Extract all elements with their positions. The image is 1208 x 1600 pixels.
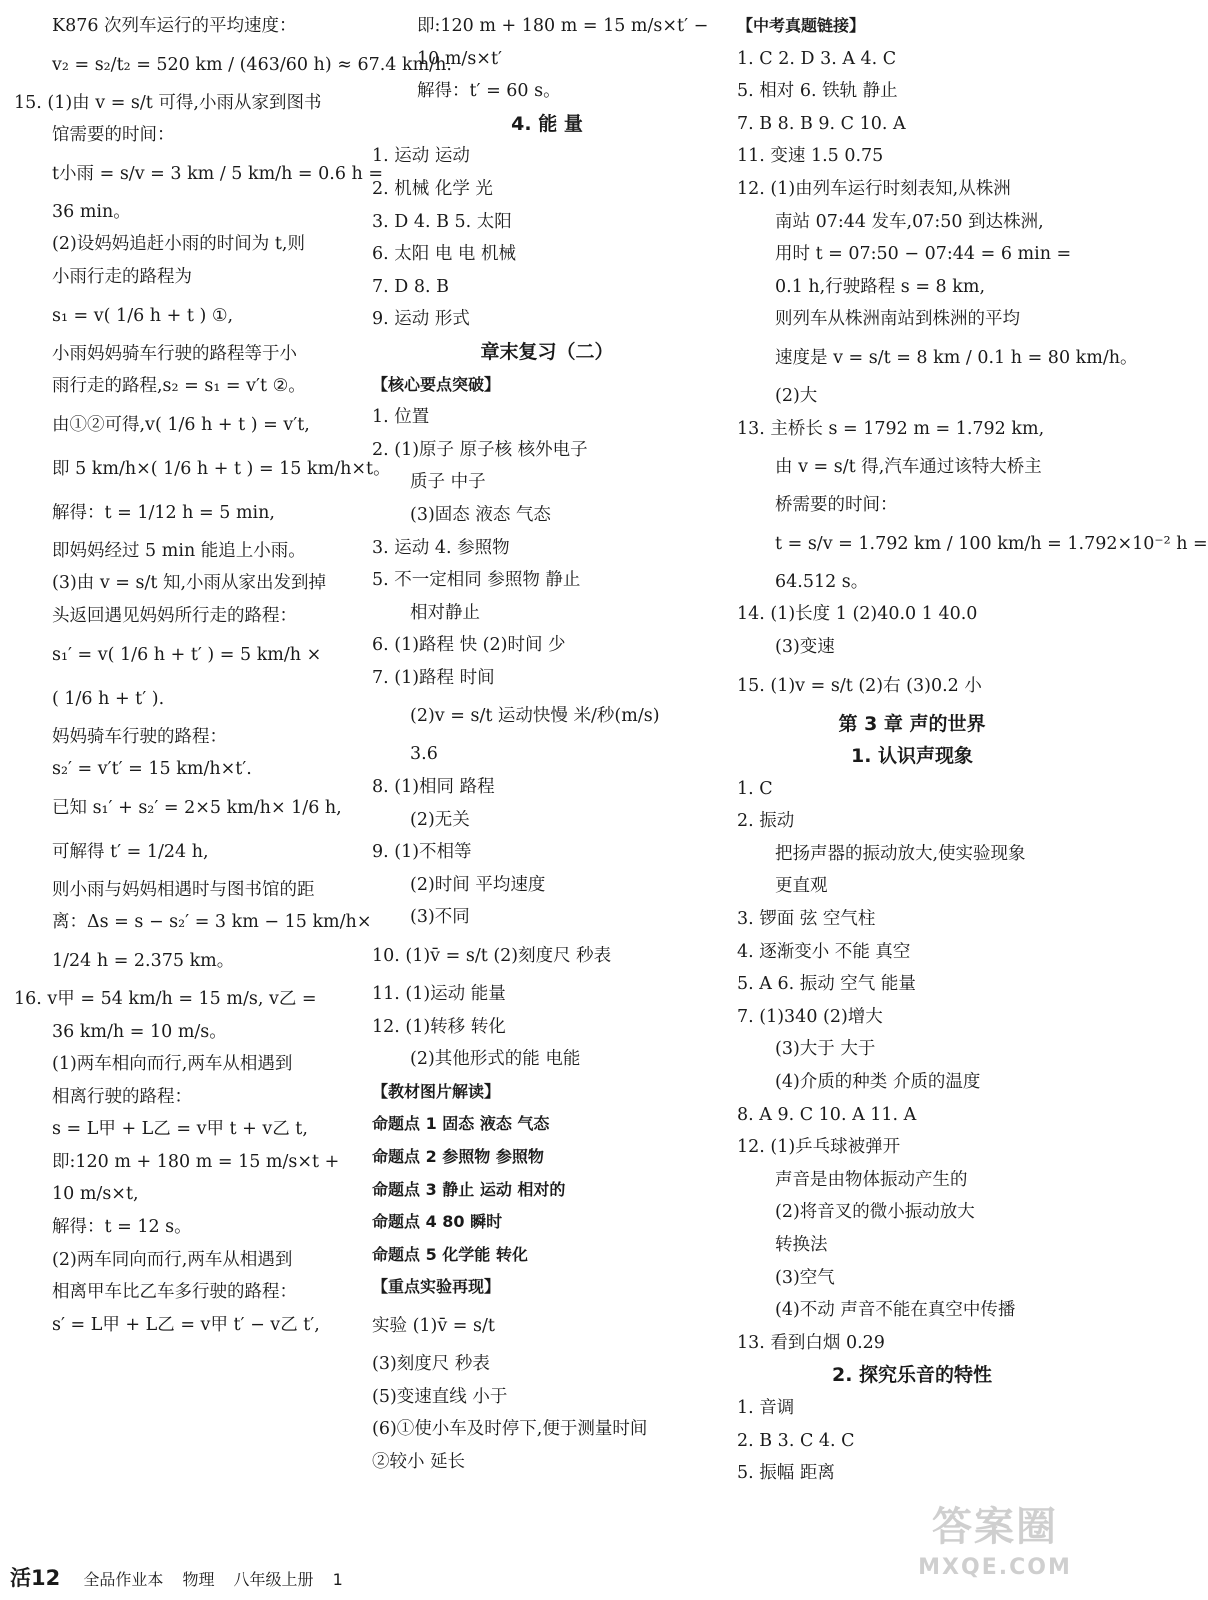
answer-line: 解得：t = 1/12 h = 5 min, xyxy=(52,502,275,523)
answer-line: 相离行驶的路程： xyxy=(52,1086,192,1107)
subsection-heading: 【核心要点突破】 xyxy=(372,374,501,394)
answer-line: 2. (1)原子 原子核 核外电子 xyxy=(372,439,588,460)
answer-line: t = s/v = 1.792 km / 100 km/h = 1.792×10⁻² h = xyxy=(775,533,1208,554)
answer-line: (4)不动 声音不能在真空中传播 xyxy=(775,1300,1016,1321)
answer-line: 7. D 8. B xyxy=(372,276,449,297)
answer-line: 13. 主桥长 s = 1792 m = 1.792 km, xyxy=(737,418,1045,439)
section-heading: 第 3 章 声的世界 xyxy=(838,712,986,735)
answer-line: 15. (1)v = s/t (2)右 (3)0.2 小 xyxy=(737,675,982,696)
answer-line: 1. 运动 运动 xyxy=(372,146,470,167)
answer-line: 16. v甲 = 54 km/h = 15 m/s, v乙 = xyxy=(14,988,317,1009)
answer-line: K876 次列车运行的平均速度： xyxy=(52,16,297,36)
answer-line: 妈妈骑车行驶的路程： xyxy=(52,726,227,747)
answer-line: 36 min。 xyxy=(52,201,131,222)
answer-line: 12. (1)由列车运行时刻表知,从株洲 xyxy=(737,178,1011,199)
answer-line: 13. 看到白烟 0.29 xyxy=(737,1332,885,1353)
answer-line: 1. C 2. D 3. A 4. C xyxy=(737,48,897,69)
answer-line: 把扬声器的振动放大,使实验现象 xyxy=(775,843,1026,864)
subsection-heading: 【教材图片解读】 xyxy=(372,1081,501,1101)
answer-line: (2)v = s/t 运动快慢 米/秒(m/s) xyxy=(410,706,660,727)
answer-line: 11. (1)运动 能量 xyxy=(372,984,506,1005)
answer-line: 命题点 3 静止 运动 相对的 xyxy=(372,1179,566,1199)
answer-line: (1)两车相向而行,两车从相遇到 xyxy=(52,1054,293,1075)
answer-column-middle xyxy=(372,10,722,1478)
answer-line: 离：Δs = s − s₂′ = 3 km − 15 km/h× xyxy=(52,912,372,933)
answer-line: 更直观 xyxy=(775,876,828,897)
section-heading: 章末复习（二） xyxy=(480,340,614,363)
section-heading: 4. 能 量 xyxy=(511,112,583,135)
answer-line: s₂′ = v′t′ = 15 km/h×t′. xyxy=(52,759,252,780)
answer-line: s′ = L甲 + L乙 = v甲 t′ − v乙 t′, xyxy=(52,1314,320,1335)
answer-line: 解得：t′ = 60 s。 xyxy=(417,81,561,102)
answer-line: (3)空气 xyxy=(775,1267,835,1288)
answer-line: (2)设妈妈追赶小雨的时间为 t,则 xyxy=(52,234,305,255)
answer-line: 可解得 t′ = 1/24 h, xyxy=(52,841,209,862)
answer-line: (6)①使小车及时停下,便于测量时间 xyxy=(372,1419,648,1440)
answer-line: 命题点 2 参照物 参照物 xyxy=(372,1147,544,1166)
answer-line: (3)由 v = s/t 知,小雨从家出发到掉 xyxy=(52,573,327,594)
answer-line: (5)变速直线 小于 xyxy=(372,1386,508,1407)
answer-line: (2)将音叉的微小振动放大 xyxy=(775,1202,975,1223)
answer-line: (2)时间 平均速度 xyxy=(410,874,546,895)
answer-line: 6. 太阳 电 电 机械 xyxy=(372,244,516,265)
answer-line: 相离甲车比乙车多行驶的路程： xyxy=(52,1282,297,1303)
answer-line: 速度是 v = s/t = 8 km / 0.1 h = 80 km/h。 xyxy=(775,347,1138,368)
answer-line: 5. 不一定相同 参照物 静止 xyxy=(372,570,581,591)
answer-line: 馆需要的时间： xyxy=(52,125,175,146)
answer-line: 转换法 xyxy=(775,1235,828,1255)
answer-line: 1. C xyxy=(737,778,773,799)
answer-line: 12. (1)乒乓球被弹开 xyxy=(737,1137,901,1158)
answer-line: (3)变速 xyxy=(775,636,835,657)
answer-line: 0.1 h,行驶路程 s = 8 km, xyxy=(775,276,986,297)
answer-column-right xyxy=(737,10,1208,1490)
answer-line: 用时 t = 07:50 − 07:44 = 6 min = xyxy=(775,244,1072,265)
book-title: 全品作业本 xyxy=(83,1570,164,1589)
subsection-heading: 【重点实验再现】 xyxy=(372,1277,501,1297)
watermark xyxy=(905,1500,1085,1596)
answer-line: (3)大于 大于 xyxy=(775,1039,876,1060)
answer-line: 命题点 4 80 瞬时 xyxy=(372,1212,503,1232)
answer-line: 12. (1)转移 转化 xyxy=(372,1016,506,1037)
answer-line: 雨行走的路程,s₂ = s₁ = v′t ②。 xyxy=(52,376,306,397)
subsection-heading: 【中考真题链接】 xyxy=(737,16,866,35)
answer-line: 即妈妈经过 5 min 能追上小雨。 xyxy=(52,540,306,561)
answer-line: ②较小 延长 xyxy=(372,1451,466,1472)
answer-line: (2)其他形式的能 电能 xyxy=(410,1049,581,1070)
answer-line: 10. (1)v̄ = s/t (2)刻度尺 秒表 xyxy=(372,946,612,967)
answer-line: 声音是由物体振动产生的 xyxy=(775,1169,968,1190)
answer-line: 1. 位置 xyxy=(372,407,430,428)
answer-line: 11. 变速 1.5 0.75 xyxy=(737,146,884,167)
answer-line: (3)刻度尺 秒表 xyxy=(372,1353,490,1374)
answer-line: 5. 振幅 距离 xyxy=(737,1463,835,1484)
answer-line: 9. 运动 形式 xyxy=(372,309,470,330)
section-heading: 1. 认识声现象 xyxy=(850,745,974,768)
answer-line: 3. 锣面 弦 空气柱 xyxy=(737,909,876,930)
answer-line: (2)无关 xyxy=(410,809,470,830)
answer-line: 7. (1)路程 时间 xyxy=(372,667,495,688)
page-label: 活12 xyxy=(10,1566,61,1590)
answer-line: 小雨行走的路程为 xyxy=(52,266,192,287)
answer-line: 10 m/s×t, xyxy=(52,1184,139,1205)
answer-line: 14. (1)长度 1 (2)40.0 1 40.0 xyxy=(737,604,978,625)
answer-line: 南站 07:44 发车,07:50 到达株洲, xyxy=(775,211,1044,232)
answer-line: 则小雨与妈妈相遇时与图书馆的距 xyxy=(52,879,315,900)
answer-line: 质子 中子 xyxy=(410,472,486,493)
answer-line: 小雨妈妈骑车行驶的路程等于小 xyxy=(52,343,297,364)
answer-line: (3)不同 xyxy=(410,907,470,928)
answer-line: 7. (1)340 (2)增大 xyxy=(737,1006,883,1027)
answer-line: 1/24 h = 2.375 km。 xyxy=(52,950,235,971)
answer-line: s₁′ = v( 1/6 h + t′ ) = 5 km/h × xyxy=(52,644,322,665)
answer-line: 解得：t = 12 s。 xyxy=(52,1217,192,1238)
answer-line: 由①②可得,v( 1/6 h + t ) = v′t, xyxy=(52,414,310,435)
answer-line: 3. 运动 4. 参照物 xyxy=(372,537,510,558)
watermark-logo: 答案圈 xyxy=(932,1504,1058,1550)
answer-line: 7. B 8. B 9. C 10. A xyxy=(737,113,906,134)
answer-line: 9. (1)不相等 xyxy=(372,842,472,863)
answer-line: 实验 (1)v̄ = s/t xyxy=(372,1315,495,1336)
answer-line: 3.6 xyxy=(410,744,438,765)
answer-line: 由 v = s/t 得,汽车通过该特大桥主 xyxy=(775,457,1042,478)
answer-line: 5. 相对 6. 铁轨 静止 xyxy=(737,81,898,102)
answer-line: (4)介质的种类 介质的温度 xyxy=(775,1072,981,1093)
answer-line: 3. D 4. B 5. 太阳 xyxy=(372,211,512,232)
answer-line: 6. (1)路程 快 (2)时间 少 xyxy=(372,635,566,656)
subject-label: 物理 xyxy=(182,1570,215,1589)
answer-line: ( 1/6 h + t′ ). xyxy=(52,688,165,709)
answer-line: 桥需要的时间： xyxy=(775,495,898,516)
answer-line: 8. A 9. C 10. A 11. A xyxy=(737,1104,917,1125)
answer-line: 命题点 5 化学能 转化 xyxy=(372,1244,528,1264)
answer-line: 相对静止 xyxy=(410,602,480,623)
grade-label: 八年级上册 xyxy=(233,1570,314,1589)
answer-line: s = L甲 + L乙 = v甲 t + v乙 t, xyxy=(52,1119,308,1140)
answer-line: 即:120 m + 180 m = 15 m/s×t′ − xyxy=(417,16,709,36)
answer-line: 命题点 1 固态 液态 气态 xyxy=(372,1114,550,1134)
answer-line: v₂ = s₂/t₂ = 520 km / (463/60 h) ≈ 67.4 km/h. xyxy=(52,54,452,75)
answer-line: 即 5 km/h×( 1/6 h + t ) = 15 km/h×t。 xyxy=(52,458,391,479)
section-heading: 2. 探究乐音的特性 xyxy=(831,1364,993,1387)
page-footer xyxy=(10,1562,357,1594)
answer-line: 10 m/s×t′ xyxy=(417,48,502,69)
answer-line: 则列车从株洲南站到株洲的平均 xyxy=(775,309,1020,330)
answer-line: 已知 s₁′ + s₂′ = 2×5 km/h× 1/6 h, xyxy=(52,797,342,818)
answer-line: (3)固态 液态 气态 xyxy=(410,504,551,525)
answer-line: 8. (1)相同 路程 xyxy=(372,777,495,798)
answer-line: 5. A 6. 振动 空气 能量 xyxy=(737,974,916,995)
answer-line: 1. 音调 xyxy=(737,1397,795,1418)
answer-line: 2. B 3. C 4. C xyxy=(737,1430,855,1451)
answer-line: 2. 机械 化学 光 xyxy=(372,178,493,199)
watermark-url: MXQE.COM xyxy=(918,1555,1072,1580)
answer-line: t小雨 = s/v = 3 km / 5 km/h = 0.6 h = xyxy=(52,163,384,184)
answer-line: 2. 振动 xyxy=(737,811,795,832)
page-number: 1 xyxy=(332,1570,343,1589)
answer-line: 头返回遇见妈妈所行走的路程： xyxy=(52,605,297,626)
answer-line: 15. (1)由 v = s/t 可得,小雨从家到图书 xyxy=(14,92,322,113)
answer-line: 64.512 s。 xyxy=(775,571,869,592)
answer-line: (2)两车同向而行,两车从相遇到 xyxy=(52,1249,293,1270)
answer-line: (2)大 xyxy=(775,385,818,406)
answer-line: s₁ = v( 1/6 h + t ) ①, xyxy=(52,305,234,326)
answer-line: 4. 逐渐变小 不能 真空 xyxy=(737,941,911,962)
answer-line: 36 km/h = 10 m/s。 xyxy=(52,1021,227,1042)
answer-line: 即:120 m + 180 m = 15 m/s×t + xyxy=(52,1151,340,1172)
